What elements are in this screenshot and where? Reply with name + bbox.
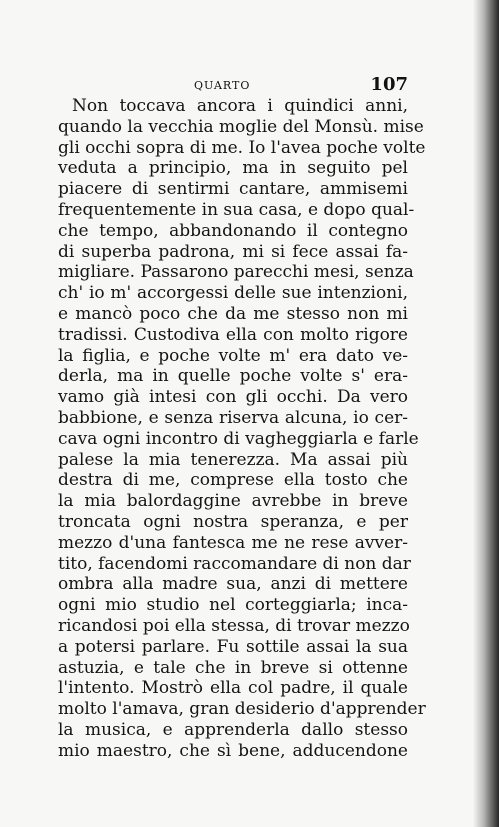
text-line: la figlia, e poche volte m' era dato ve- bbox=[58, 345, 408, 366]
text-line: veduta a principio, ma in seguito pel bbox=[58, 158, 408, 179]
text-line: babbione, e senza riserva alcuna, io cer- bbox=[58, 407, 408, 428]
text-line: migliare. Passarono parecchi mesi, senza bbox=[58, 262, 414, 283]
text-line: e mancò poco che da me stesso non mi bbox=[58, 303, 408, 324]
text-line: Non toccava ancora i quindici anni, bbox=[72, 96, 408, 116]
text-line: molto l'amava, gran desiderio d'apprender bbox=[58, 699, 426, 720]
text-line: la musica, e apprenderla dallo stesso bbox=[58, 719, 408, 740]
running-head: QUARTO bbox=[194, 79, 251, 92]
text-line: quando la vecchia moglie del Monsù. mise bbox=[58, 116, 424, 137]
text-line: l'intento. Mostrò ella col padre, il quale bbox=[58, 678, 408, 699]
page-number: 107 bbox=[370, 74, 408, 95]
text-line: palese la mia tenerezza. Ma assai più bbox=[58, 449, 408, 470]
text-line: tradissi. Custodiva ella con molto rigore bbox=[58, 324, 408, 345]
text-line: la mia balordaggine avrebbe in breve bbox=[58, 491, 408, 512]
text-line: astuzia, e tale che in breve si ottenne bbox=[58, 657, 408, 678]
text-line: cava ogni incontro di vagheggiarla e farle bbox=[58, 428, 419, 449]
text-line: ricandosi poi ella stessa, di trovar mezzo bbox=[58, 615, 410, 636]
text-line: mio maestro, che sì bene, adducendone bbox=[58, 740, 408, 761]
text-line: piacere di sentirmi cantare, ammisemi bbox=[58, 179, 408, 200]
text-line: ogni mio studio nel corteggiarla; inca- bbox=[58, 595, 408, 616]
body-text bbox=[58, 96, 426, 762]
page-header bbox=[58, 76, 406, 96]
text-line: mezzo d'una fantesca me ne rese avver- bbox=[58, 532, 408, 553]
text-line: ombra alla madre sua, anzi di mettere bbox=[58, 574, 408, 595]
text-line: vamo già intesi con gli occhi. Da vero bbox=[58, 387, 408, 408]
text-line: a potersi parlare. Fu sottile assai la sua bbox=[58, 636, 408, 657]
binding-shadow bbox=[473, 0, 499, 827]
text-line: derla, ma in quelle poche volte s' era- bbox=[58, 366, 408, 387]
text-line: che tempo, abbandonando il contegno bbox=[58, 220, 408, 241]
text-line: tito, facendomi raccomandare di non dar bbox=[58, 553, 411, 574]
text-line: ch' io m' accorgessi delle sue intenzioni, bbox=[58, 283, 408, 304]
text-line: gli occhi sopra di me. Io l'avea poche volte bbox=[58, 137, 426, 158]
text-line: destra di me, comprese ella tosto che bbox=[58, 470, 408, 491]
text-line: troncata ogni nostra speranza, e per bbox=[58, 511, 408, 532]
text-line: di superba padrona, mi si fece assai fa- bbox=[58, 241, 408, 262]
text-line: frequentemente in sua casa, e dopo qual- bbox=[58, 199, 415, 220]
